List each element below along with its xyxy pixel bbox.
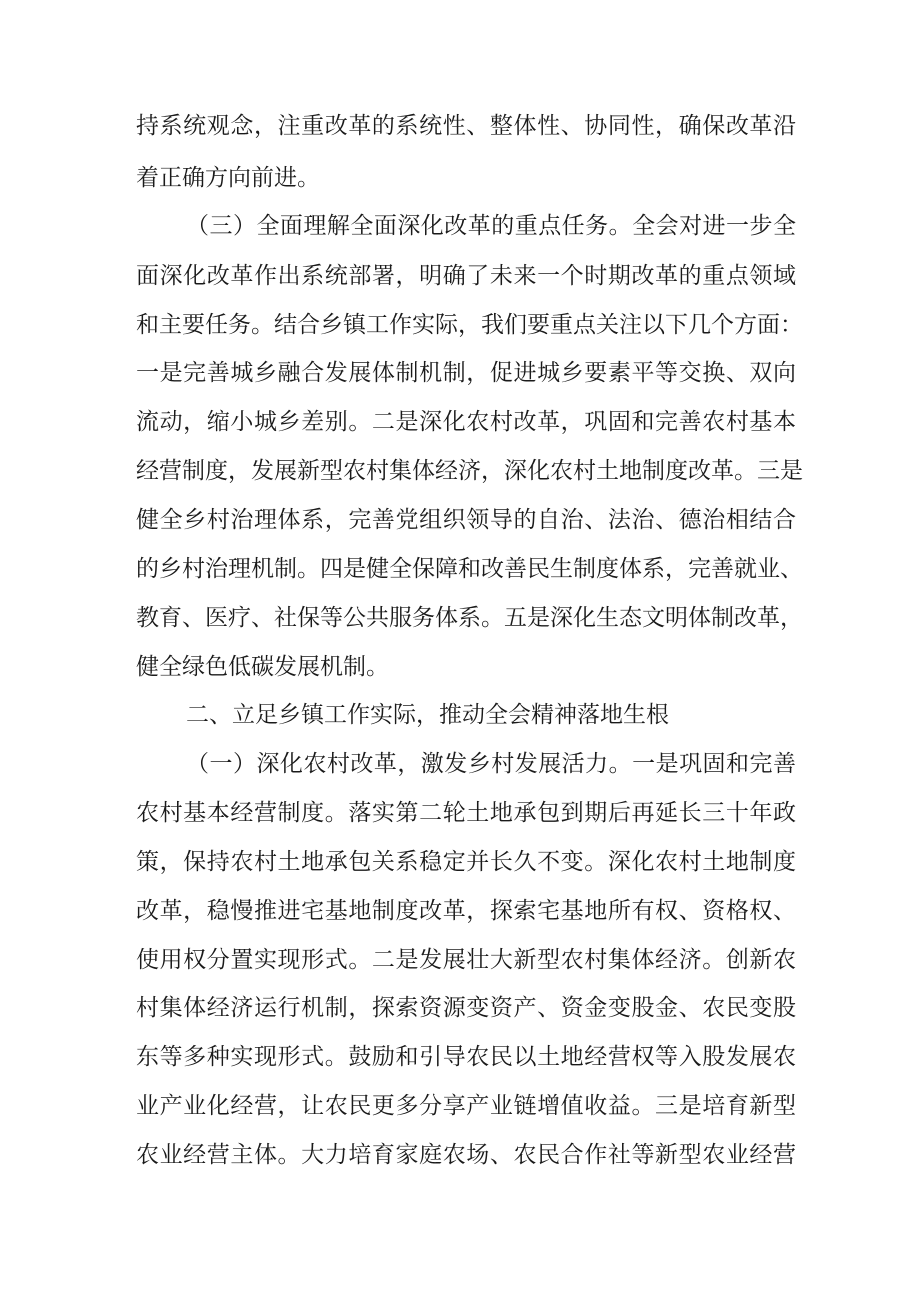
- text-line: 村集体经济运行机制，探索资源变资产、资金变股金、农民变股: [136, 995, 796, 1021]
- text-line: 教育、医疗、社保等公共服务体系。五是深化生态文明体制改革，: [136, 605, 803, 631]
- paragraph-start-line: （一）深化农村改革，激发乡村发展活力。一是巩固和完善: [186, 751, 796, 777]
- text-line: 策，保持农村土地承包关系稳定并长久不变。深化农村土地制度: [136, 849, 796, 875]
- paragraph-start-line: （三）全面理解全面深化改革的重点任务。全会对进一步全: [186, 213, 796, 239]
- text-line: 健全绿色低碳发展机制。: [136, 654, 389, 680]
- text-line: 经营制度，发展新型农村集体经济，深化农村土地制度改革。三是: [136, 458, 803, 484]
- text-line: 使用权分置实现形式。二是发展壮大新型农村集体经济。创新农: [136, 947, 796, 973]
- section-heading: 二、立足乡镇工作实际，推动全会精神落地生根: [186, 702, 669, 728]
- text-line: 一是完善城乡融合发展体制机制，促进城乡要素平等交换、双向: [136, 360, 796, 386]
- text-line: 流动，缩小城乡差别。二是深化农村改革，巩固和完善农村基本: [136, 409, 796, 435]
- text-line: 农村基本经营制度。落实第二轮土地承包到期后再延长三十年政: [136, 800, 796, 826]
- text-line: 农业经营主体。大力培育家庭农场、农民合作社等新型农业经营: [136, 1142, 796, 1168]
- text-line: 和主要任务。结合乡镇工作实际，我们要重点关注以下几个方面：: [136, 312, 803, 338]
- text-line: 东等多种实现形式。鼓励和引导农民以土地经营权等入股发展农: [136, 1044, 796, 1070]
- text-line: 着正确方向前进。: [136, 165, 320, 191]
- text-line: 面深化改革作出系统部署，明确了未来一个时期改革的重点领域: [136, 263, 796, 289]
- text-line: 健全乡村治理体系，完善党组织领导的自治、法治、德治相结合: [136, 507, 796, 533]
- text-line: 持系统观念，注重改革的系统性、整体性、协同性，确保改革沿: [136, 113, 796, 139]
- text-line: 业产业化经营，让农民更多分享产业链增值收益。三是培育新型: [136, 1093, 796, 1119]
- text-line: 改革，稳慢推进宅基地制度改革，探索宅基地所有权、资格权、: [136, 898, 796, 924]
- text-line: 的乡村治理机制。四是健全保障和改善民生制度体系，完善就业、: [136, 556, 803, 582]
